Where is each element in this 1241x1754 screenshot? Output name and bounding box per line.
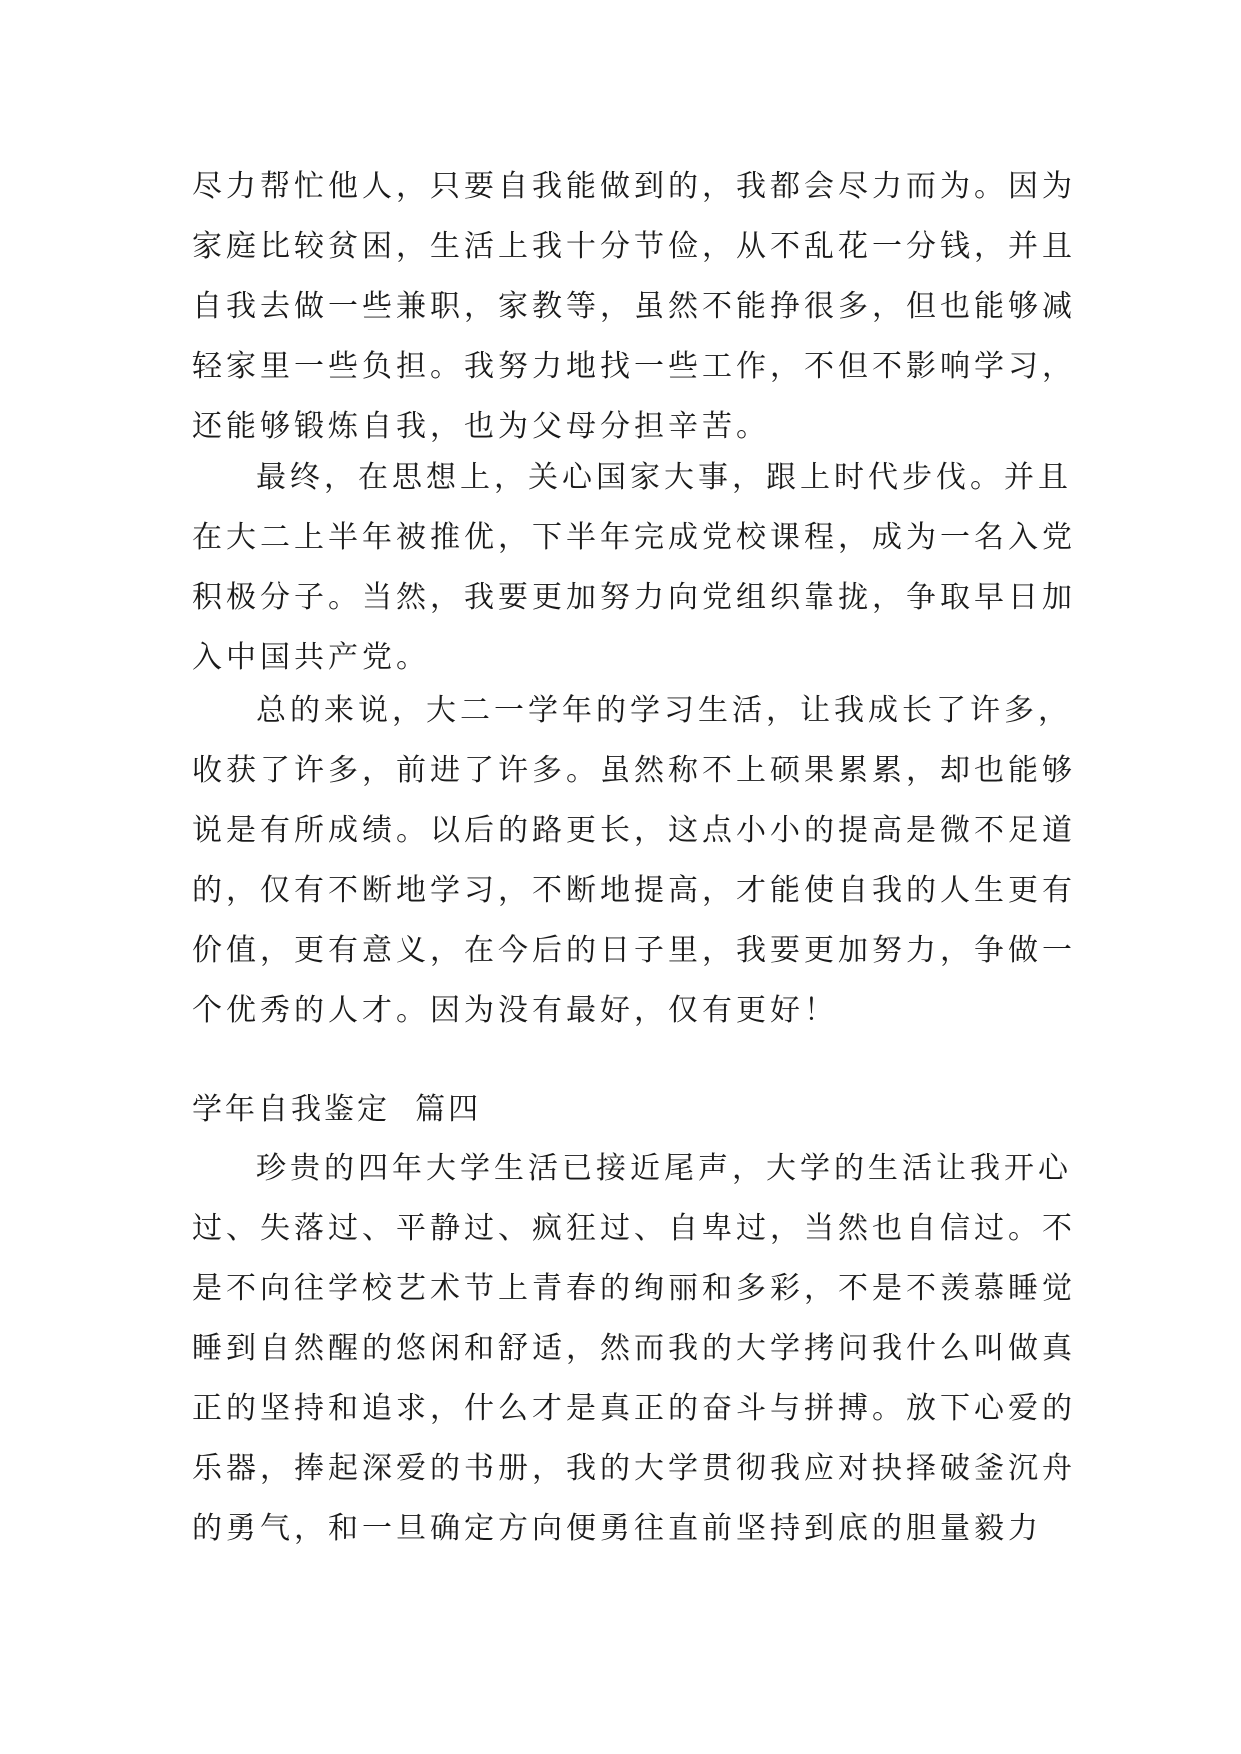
paragraph-2 [192,448,1076,688]
text-line: 过、失落过、平静过、疯狂过、自卑过，当然也自信过。不 [192,1211,1076,1246]
paragraph-3 [192,681,1076,1041]
text-line: 积极分子。当然，我要更加努力向党组织靠拢，争取早日加 [192,580,1076,615]
section-paragraph [192,1139,1076,1559]
text-line: 入中国共产党。 [192,640,430,675]
paragraph-1 [192,157,1076,457]
text-line: 还能够锻炼自我，也为父母分担辛苦。 [192,409,770,444]
text-line: 是不向往学校艺术节上青春的绚丽和多彩，不是不羡慕睡觉 [192,1271,1076,1306]
text-line: 个优秀的人才。因为没有最好，仅有更好！ [192,993,838,1028]
text-line: 说是有所成绩。以后的路更长，这点小小的提高是微不足道 [192,813,1076,848]
section-heading [192,1080,1052,1140]
text-line: 自我去做一些兼职，家教等，虽然不能挣很多，但也能够减 [192,289,1076,324]
section-heading-text: 学年自我鉴定 篇四 [192,1092,482,1127]
text-line: 珍贵的四年大学生活已接近尾声，大学的生活让我开心 [256,1151,1072,1186]
text-line: 总的来说，大二一学年的学习生活，让我成长了许多， [256,693,1072,728]
text-line: 的，仅有不断地学习，不断地提高，才能使自我的人生更有 [192,873,1076,908]
text-line: 尽力帮忙他人，只要自我能做到的，我都会尽力而为。因为 [192,169,1076,204]
text-line: 轻家里一些负担。我努力地找一些工作，不但不影响学习， [192,349,1076,384]
text-line: 最终，在思想上，关心国家大事，跟上时代步伐。并且 [256,460,1072,495]
text-line: 正的坚持和追求，什么才是真正的奋斗与拼搏。放下心爱的 [192,1391,1076,1426]
text-line: 价值，更有意义，在今后的日子里，我要更加努力，争做一 [192,933,1076,968]
text-line: 家庭比较贫困，生活上我十分节俭，从不乱花一分钱，并且 [192,229,1076,264]
text-line: 在大二上半年被推优，下半年完成党校课程，成为一名入党 [192,520,1076,555]
text-line: 睡到自然醒的悠闲和舒适，然而我的大学拷问我什么叫做真 [192,1331,1076,1366]
text-line: 收获了许多，前进了许多。虽然称不上硕果累累，却也能够 [192,753,1076,788]
text-line: 的勇气，和一旦确定方向便勇往直前坚持到底的胆量毅力 [192,1511,1042,1546]
text-line: 乐器，捧起深爱的书册，我的大学贯彻我应对抉择破釜沉舟 [192,1451,1076,1486]
